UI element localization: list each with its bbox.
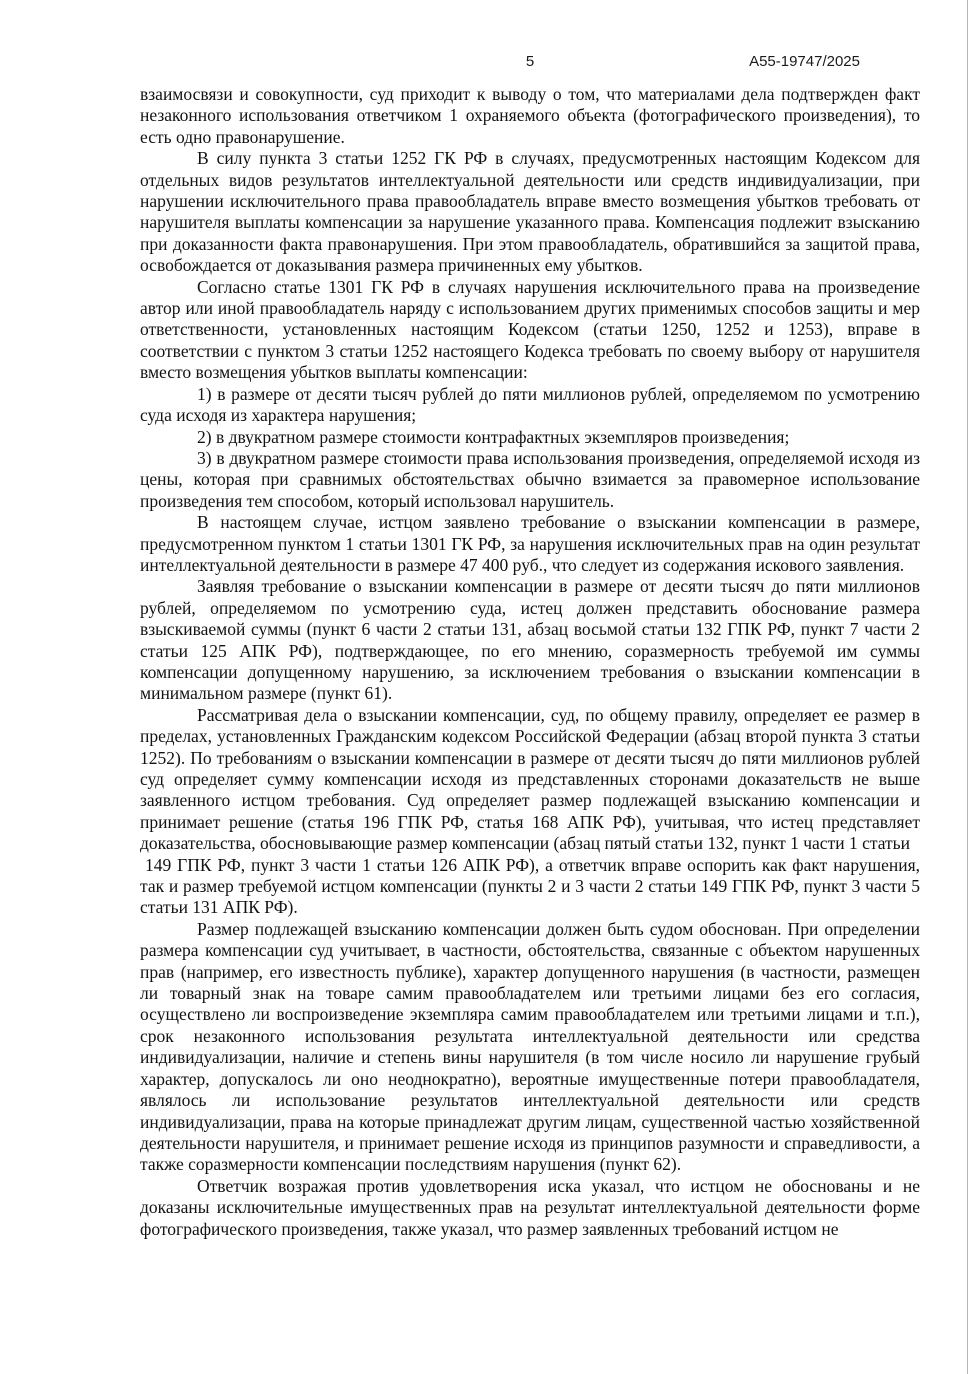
paragraph: взаимосвязи и совокупности, суд приходит к выводу о том, что материалами дела подтвержден факт незаконного использования ответчиком 1 охраняемого объекта (фотографического произведения), то есть одно правонарушение. <box>140 84 920 147</box>
paragraph: Размер подлежащей взысканию компенсации должен быть судом обоснован. При определении размера компенсации суд учитывает, в частности, обстоятельства, связанные с объектом нарушенных прав (например, его известность публике), характер допущенного нарушения (в частности, размещен ли товарный знак на товаре самим правообладателем или третьими лицами без его согласия, осуществлено ли воспроизведение экземпляра самим правообладателем или третьими лицами и т.п.), срок незаконного использования результата интеллектуальной деятельности или средства индивидуализации, наличие и степень вины нарушителя (в том числе носило ли нарушение грубый характер, допускалось ли оно неоднократно), вероятные имущественные потери правообладателя, являлось ли использование результатов интеллектуальной деятельности или средств индивидуализации, права на которые принадлежат другим лицам, существенной частью хозяйственной деятельности нарушителя, и принимает решение исходя из принципов разумности и справедливости, а также соразмерности компенсации последствиям нарушения (пункт 62). <box>140 918 920 1175</box>
paragraph: 1) в размере от десяти тысяч рублей до пяти миллионов рублей, определяемом по усмотрению суда исходя из характера нарушения; <box>140 383 920 426</box>
paragraph: 149 ГПК РФ, пункт 3 части 1 статьи 126 АПК РФ), а ответчик вправе оспорить как факт нарушения, так и размер требуемой истцом компенсации (пункты 2 и 3 части 2 статьи 149 ГПК РФ, пункт 3 части 5 статьи 131 АПК РФ). <box>140 854 920 918</box>
document-body <box>140 84 920 1240</box>
paragraph: Рассматривая дела о взыскании компенсации, суд, по общему правилу, определяет ее размер в пределах, установленных Гражданским кодексом Российской Федерации (абзац второй пункта 3 статьи 1252). По требованиям о взыскании компенсации в размере от десяти тысяч до пяти миллионов рублей суд определяет сумму компенсации исходя из представленных сторонами доказательств не выше заявленного истцом требования. Суд определяет размер подлежащей взысканию компенсации и принимает решение (статья 196 ГПК РФ, статья 168 АПК РФ), учитывая, что истец представляет доказательства, обосновывающие размер компенсации (абзац пятый статьи 132, пункт 1 части 1 статьи <box>140 704 920 854</box>
paragraph: Ответчик возражая против удовлетворения иска указал, что истцом не обоснованы и не доказаны исключительные имущественных прав на результат интеллектуальной деятельности форме фотографического произведения, также указал, что размер заявленных требований истцом не <box>140 1175 920 1239</box>
paragraph: В силу пункта 3 статьи 1252 ГК РФ в случаях, предусмотренных настоящим Кодексом для отдельных видов результатов интеллектуальной деятельности или средств индивидуализации, при нарушении исключительного права правообладатель вправе вместо возмещения убытков требовать от нарушителя выплаты компенсации за нарушение указанного права. Компенсация подлежит взысканию при доказанности факта правонарушения. При этом правообладатель, обратившийся за защитой права, освобождается от доказывания размера причиненных ему убытков. <box>140 148 920 276</box>
paragraph: Заявляя требование о взыскании компенсации в размере от десяти тысяч до пяти миллионов рублей, определяемом по усмотрению суда, истец должен представить обоснование размера взыскиваемой суммы (пункт 6 части 2 статьи 131, абзац восьмой статьи 132 ГПК РФ, пункт 7 части 2 статьи 125 АПК РФ), подтверждающее, по его мнению, соразмерность требуемой им суммы компенсации допущенному нарушению, за исключением требования о взыскании компенсации в минимальном размере (пункт 61). <box>140 576 920 704</box>
page-header <box>140 53 920 73</box>
paragraph: 3) в двукратном размере стоимости права использования произведения, определяемой исходя из цены, которая при сравнимых обстоятельствах обычно взимается за правомерное использование произведения тем способом, который использовал нарушитель. <box>140 447 920 511</box>
page-edge-divider <box>967 0 968 1374</box>
paragraph: 2) в двукратном размере стоимости контрафактных экземпляров произведения; <box>197 426 790 447</box>
page-number: 5 <box>525 53 535 70</box>
paragraph: Согласно статье 1301 ГК РФ в случаях нарушения исключительного права на произведение автор или иной правообладатель наряду с использованием других применимых способов защиты и мер ответственности, установленных настоящим Кодексом (статьи 1250, 1252 и 1253), вправе в соответствии с пунктом 3 статьи 1252 настоящего Кодекса требовать по своему выбору от нарушителя вместо возмещения убытков выплаты компенсации: <box>140 276 920 383</box>
case-number: А55-19747/2025 <box>749 53 860 70</box>
paragraph: В настоящем случае, истцом заявлено требование о взыскании компенсации в размере, предусмотренном пунктом 1 статьи 1301 ГК РФ, за нарушения исключительных прав на один результат интеллектуальной деятельности в размере 47 400 руб., что следует из содержания искового заявления. <box>140 512 920 575</box>
